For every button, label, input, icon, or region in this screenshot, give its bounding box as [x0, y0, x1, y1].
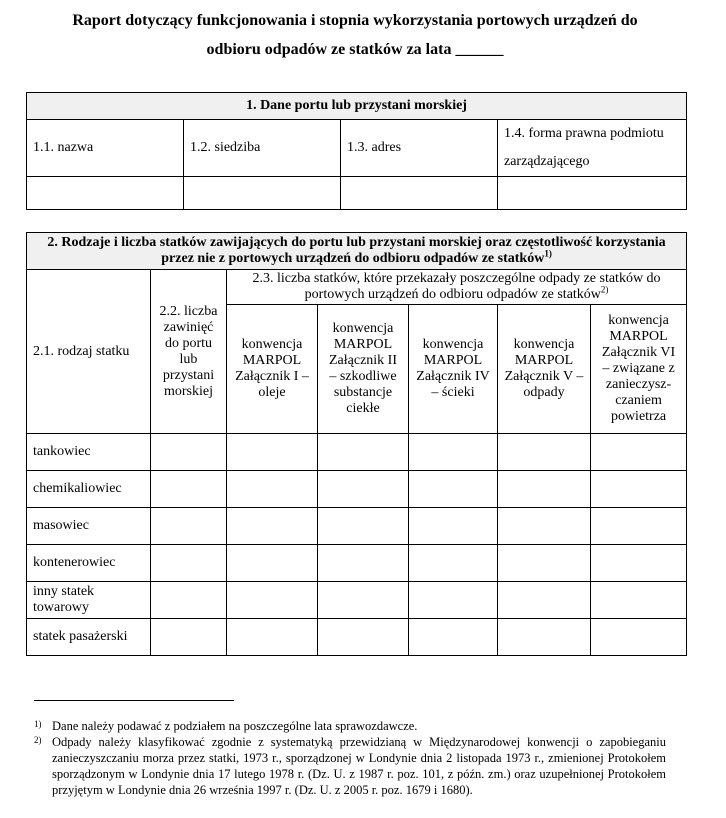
report-title-line-2: odbioru odpadów ze statków za lata ______ — [206, 41, 504, 58]
data-cell[interactable] — [318, 545, 409, 582]
port-seat-cell[interactable] — [184, 177, 341, 210]
data-cell[interactable] — [151, 434, 227, 471]
data-cell[interactable] — [591, 582, 687, 619]
port-data-table — [26, 92, 687, 210]
data-cell[interactable] — [227, 471, 318, 508]
ships-table — [26, 232, 687, 656]
footnote-number: 2) — [34, 735, 42, 745]
data-cell[interactable] — [409, 434, 498, 471]
data-cell[interactable] — [591, 471, 687, 508]
port-address-cell[interactable] — [341, 177, 498, 210]
table-row — [27, 545, 687, 582]
data-cell[interactable] — [498, 619, 591, 656]
data-cell[interactable] — [227, 508, 318, 545]
col-marpol-annex-6: konwencja MARPOL Załącznik VI – związane z zanieczysz-czaniem powietrza — [591, 305, 687, 434]
data-cell[interactable] — [498, 434, 591, 471]
section-2-header-text: 2. Rodzaje i liczba statków zawijających do portu lub przystani morskiej oraz częstotliwość korzystania przez nie z portowych urządzeń do odbioru odpadów ze statków — [47, 235, 666, 266]
table-row — [27, 582, 687, 619]
data-cell[interactable] — [591, 619, 687, 656]
data-cell[interactable] — [409, 545, 498, 582]
col-legal-form: 1.4. forma prawna podmiotu zarządzającego — [498, 120, 687, 177]
data-cell[interactable] — [151, 508, 227, 545]
data-cell[interactable] — [318, 619, 409, 656]
data-cell[interactable] — [318, 471, 409, 508]
port-name-cell[interactable] — [27, 177, 184, 210]
table-row — [27, 434, 687, 471]
footnote-2 — [34, 734, 666, 798]
data-cell[interactable] — [151, 582, 227, 619]
data-cell[interactable] — [409, 508, 498, 545]
col-port-name: 1.1. nazwa — [27, 120, 184, 177]
col-ship-type: 2.1. rodzaj statku — [27, 270, 151, 434]
footnote-1 — [34, 718, 666, 734]
data-cell[interactable] — [318, 508, 409, 545]
section-2-header — [27, 233, 687, 270]
table-row — [27, 471, 687, 508]
col-calls: 2.2. liczba zawinięć do portu lub przystani morskiej — [151, 270, 227, 434]
data-cell[interactable] — [409, 471, 498, 508]
col-marpol-annex-2: konwencja MARPOL Załącznik II – szkodliwe substancje ciekłe — [318, 305, 409, 434]
footnote-text: Dane należy podawać z podziałem na poszczególne lata sprawozdawcze. — [52, 719, 418, 733]
data-cell[interactable] — [227, 434, 318, 471]
footnote-ref-2: 2) — [600, 284, 609, 295]
table-row — [27, 619, 687, 656]
data-cell[interactable] — [498, 545, 591, 582]
data-cell[interactable] — [151, 619, 227, 656]
ship-type-label: tankowiec — [27, 434, 151, 471]
data-cell[interactable] — [151, 545, 227, 582]
data-cell[interactable] — [227, 582, 318, 619]
data-cell[interactable] — [591, 545, 687, 582]
data-cell[interactable] — [318, 434, 409, 471]
data-cell[interactable] — [227, 545, 318, 582]
data-cell[interactable] — [318, 582, 409, 619]
col-marpol-annex-5: konwencja MARPOL Załącznik V – odpady — [498, 305, 591, 434]
data-cell[interactable] — [409, 619, 498, 656]
col-marpol-annex-1: konwencja MARPOL Załącznik I – oleje — [227, 305, 318, 434]
data-cell[interactable] — [498, 471, 591, 508]
footnotes — [34, 718, 666, 798]
ship-type-label: kontenerowiec — [27, 545, 151, 582]
footnote-text: Odpady należy klasyfikować zgodnie z systematyką przewidzianą w Międzynarodowej konwencji o zapobieganiu zanieczyszczaniu morza przez statki, 1973 r., sporządzonej w Londynie dnia 2 listopada 1973 r., zmienionej Protokołem sporządzonym w Londynie dnia 17 lutego 1978 r. (Dz. U. z 1987 r. poz. 101, z późn. zm.) oraz uzupełnionej Protokołem przyjętym w Londynie dnia 26 września 1997 r. (Dz. U. z 2005 r. poz. 1679 i 1680). — [52, 735, 666, 797]
col-ships-waste — [227, 270, 687, 305]
section-1-header: 1. Dane portu lub przystani morskiej — [27, 93, 687, 120]
data-cell[interactable] — [409, 582, 498, 619]
report-title-line-1: Raport dotyczący funkcjonowania i stopnia wykorzystania portowych urządzeń do — [72, 12, 638, 29]
data-cell[interactable] — [227, 619, 318, 656]
ship-type-label: masowiec — [27, 508, 151, 545]
legal-form-cell[interactable] — [498, 177, 687, 210]
data-cell[interactable] — [151, 471, 227, 508]
col-port-address: 1.3. adres — [341, 120, 498, 177]
col-ships-waste-text: 2.3. liczba statków, które przekazały poszczególne odpady ze statków do portowych urządzeń do odbioru odpadów ze statków — [252, 271, 661, 302]
report-title — [25, 6, 685, 64]
footnote-number: 1) — [34, 719, 42, 729]
data-cell[interactable] — [498, 582, 591, 619]
ship-type-label: statek pasażerski — [27, 619, 151, 656]
footnote-ref-1: 1) — [544, 248, 552, 259]
ship-type-label: inny statek towarowy — [27, 582, 151, 619]
data-cell[interactable] — [591, 434, 687, 471]
ship-type-label: chemikaliowiec — [27, 471, 151, 508]
col-marpol-annex-4: konwencja MARPOL Załącznik IV – ścieki — [409, 305, 498, 434]
data-cell[interactable] — [591, 508, 687, 545]
col-port-seat: 1.2. siedziba — [184, 120, 341, 177]
footnote-divider — [34, 700, 234, 701]
data-cell[interactable] — [498, 508, 591, 545]
table-row — [27, 508, 687, 545]
